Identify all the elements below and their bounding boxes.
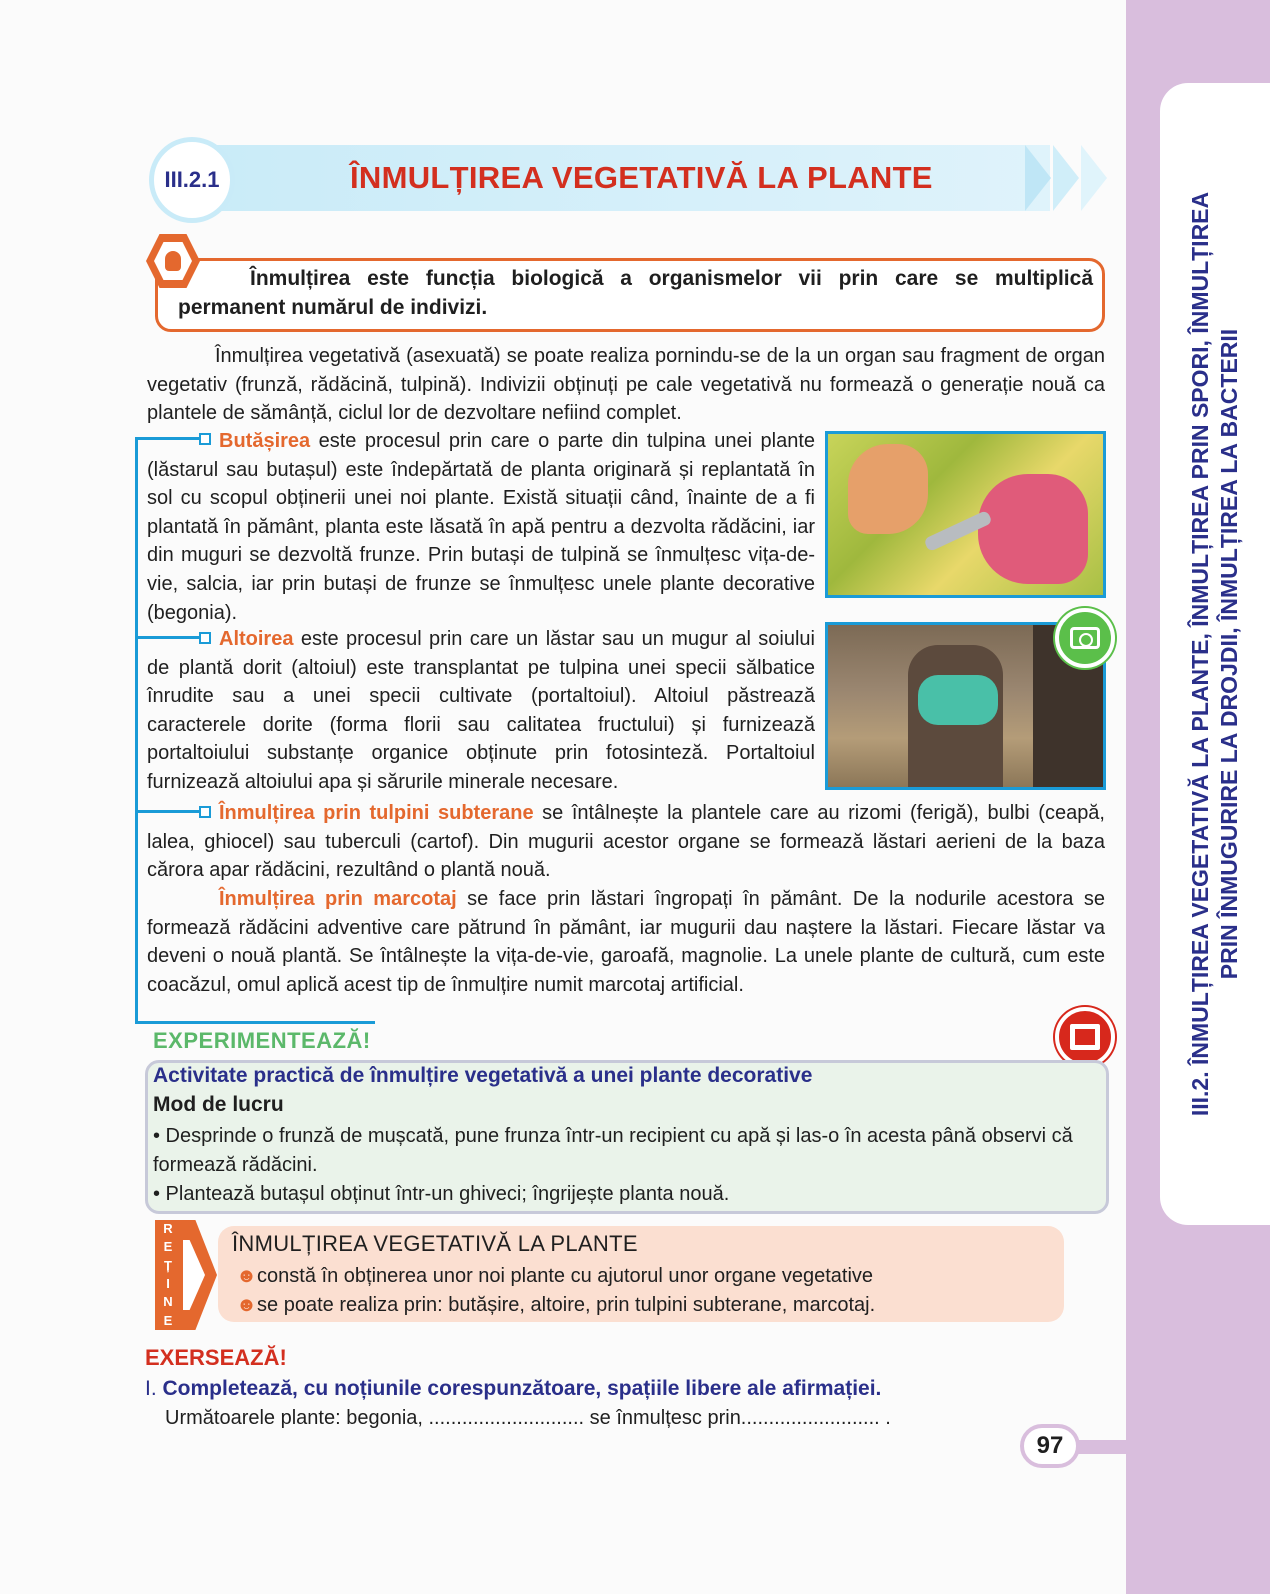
- retine-item: ☻se poate realiza prin: butășire, altoire, prin tulpini subterane, marcotaj.: [236, 1294, 876, 1316]
- tulpini-text: se întâlnește la plantele care au rizomi (ferigă), bulbi (ceapă, lalea, ghiocel) sau tuberculi (cartof). Din mugurii acestor organe se formează lăstari aerieni de la baza cărora apar rădăcini, rezultând o plantă nouă.: [147, 802, 1105, 882]
- retine-letter: N: [163, 1294, 173, 1310]
- altoire-text: este procesul prin care un lăstar sau un mugur al soiului de plantă dorit (altoiul) este transplantat pe tulpina unei specii sălbatice înrudite sau a unei specii cultivate (portaltoiul). Altoiul păstrează caracterele dorite (forma florii sau calitatea fructului) și furnizează portaltoiului substanțe organice obținute prin fotosinteză. Portaltoiul furnizează altoiului apa și sărurile minerale necesare.: [147, 628, 815, 793]
- experiment-heading: EXPERIMENTEAZĂ!: [153, 1028, 371, 1053]
- marcotaj-paragraph: [147, 885, 1105, 999]
- camera-icon[interactable]: [1055, 608, 1115, 668]
- retine-letter: Ț: [164, 1257, 172, 1273]
- smiley-icon: ☻: [236, 1294, 258, 1316]
- experiment-steps: [153, 1122, 1098, 1209]
- retine-item: ☻constă în obținerea unor noi plante cu ajutorul unor organe vegetative: [236, 1265, 874, 1287]
- altoire-paragraph: [147, 625, 815, 797]
- chapter-title-line2: PRIN ÎNMUGURIRE LA DROJDII, ÎNMULȚIREA LA BACTERII: [1216, 328, 1242, 980]
- retine-letter: E: [163, 1312, 173, 1328]
- chevron-decoration: [1025, 145, 1051, 211]
- marcotaj-term: Înmulțirea prin marcotaj: [219, 888, 457, 910]
- retine-title: ÎNMULȚIREA VEGETATIVĂ LA PLANTE: [232, 1231, 638, 1256]
- page-title: ÎNMULȚIREA VEGETATIVĂ LA PLANTE: [350, 160, 933, 195]
- definition-text: Înmulțirea este funcția biologică a organismelor vii prin care se multiplică permanent numărul de indivizi.: [178, 267, 1093, 319]
- chapter-title-line1: ÎNMULȚIREA VEGETATIVĂ LA PLANTE, ÎNMULȚIREA PRIN SPORI, ÎNMULȚIREA: [1187, 191, 1213, 1072]
- retine-letter: E: [163, 1239, 173, 1255]
- retine-label: [155, 1220, 181, 1330]
- experiment-step: • Desprinde o frunză de mușcată, pune frunza într-un recipient cu apă și las-o în acesta până observi că formează rădăcini.: [153, 1125, 1073, 1176]
- bracket-connector: [135, 1021, 375, 1024]
- chapter-code: III.2.: [1187, 1071, 1213, 1117]
- retine-letter: R: [163, 1221, 173, 1237]
- butasire-term: Butășirea: [219, 430, 311, 452]
- tulpini-paragraph: [147, 799, 1105, 885]
- chevron-decoration: [1053, 145, 1079, 211]
- exercise-heading: EXERSEAZĂ!: [145, 1345, 287, 1370]
- section-code: III.2.1: [149, 137, 235, 223]
- marcotaj-text: se face prin lăstari îngropați în pământ. De la nodurile acestora se formează rădăcini adventive care pătrund în pământ, iar mugurii dau naștere la lăstari. Fiecare lăstar va deveni o nouă plantă. Se întâlnește la vița-de-vie, garoafă, magnolie. La unele plante de cultură, cum este coacăzul, omul aplică acest tip de înmulțire numit marcotaj artificial.: [147, 888, 1105, 996]
- smiley-icon: ☻: [236, 1265, 258, 1287]
- page-number: 97: [1020, 1424, 1080, 1468]
- retine-list: [236, 1262, 875, 1320]
- experiment-title: Activitate practică de înmulțire vegetativă a unei plante decorative: [153, 1064, 813, 1087]
- photo-cutting-plant: [825, 431, 1106, 598]
- experiment-step: • Plantează butașul obținut într-un ghiveci; îngrijește planta nouă.: [153, 1183, 730, 1205]
- bracket-line: [135, 437, 138, 1024]
- butasire-paragraph: [147, 427, 815, 627]
- retine-letter: I: [166, 1276, 170, 1292]
- tulpini-term: Înmulțirea prin tulpini subterane: [219, 802, 534, 824]
- chapter-title-vertical: [1186, 104, 1244, 1204]
- altoire-term: Altoirea: [219, 628, 294, 650]
- exercise-number: I.: [145, 1377, 163, 1400]
- video-icon[interactable]: [1055, 1007, 1115, 1067]
- chevron-decoration: [1081, 145, 1107, 211]
- exercise-fill-line: Următoarele plante: begonia, ............................ se înmulțesc prin......................... .: [165, 1407, 891, 1429]
- exercise-question-text: Completează, cu noțiunile corespunzătoare, spațiile libere ale afirmației.: [162, 1377, 882, 1400]
- intro-paragraph: Înmulțirea vegetativă (asexuată) se poate realiza pornindu-se de la un organ sau fragment de organ vegetativ (frunză, rădăcină, tulpină). Indivizii obținuți pe cale vegetativă nu formează o generație nouă ca plantele de sămânță, ciclul lor de dezvoltare nefiind complet.: [147, 345, 1105, 425]
- butasire-text: este procesul prin care o parte din tulpina unei plante (lăstarul sau butașul) este îndepărtată de planta originară și replantată în sol cu scopul obținerii unei noi plante. Există situații când, înainte de a fi plantată în pământ, planta este lăsată în apă pentru a dezvolta rădăcini, iar din muguri se dezvoltă frunze. Prin butași de tulpină se înmulțesc vița-de-vie, salcia, iar prin butași de frunze se înmulțesc unele plante decorative (begonia).: [147, 430, 815, 624]
- experiment-subtitle: Mod de lucru: [153, 1093, 284, 1116]
- exercise-question: [145, 1377, 881, 1401]
